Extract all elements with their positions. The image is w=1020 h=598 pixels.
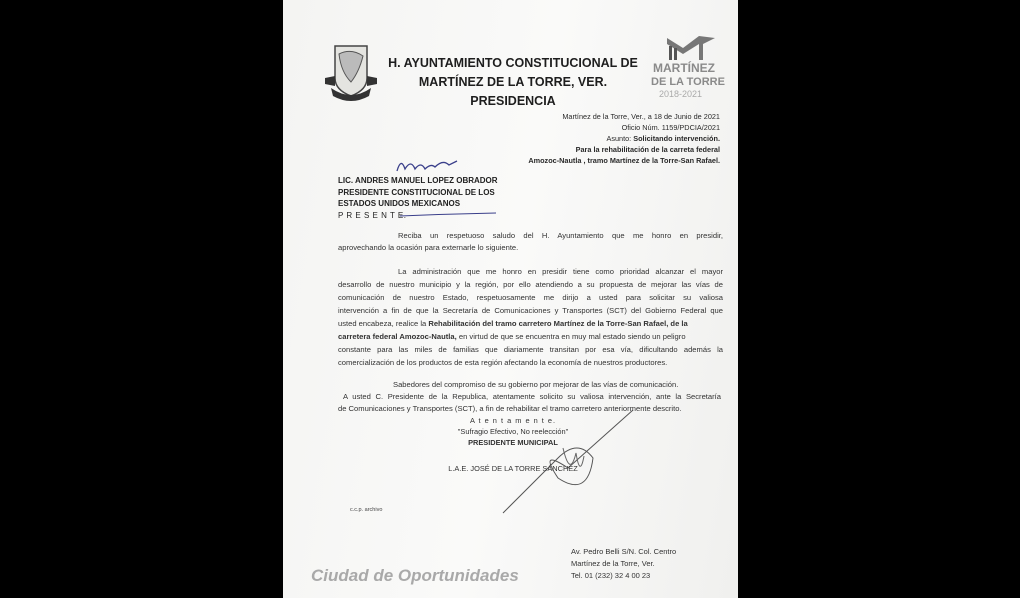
- phone: Tel. 01 (232) 32 4 00 23: [571, 571, 651, 580]
- asunto-line-2: Para la rehabilitación de la carreta federal: [575, 145, 720, 154]
- text-bold: carretera federal Amozoc-Nautla,: [338, 332, 457, 341]
- footer-slogan: Ciudad de Oportunidades: [311, 566, 519, 585]
- body-line: de Comunicaciones y Transportes (SCT), a fin de rehabilitar el tramo carretero anteriormente descrito.: [338, 404, 682, 413]
- header-line-3: PRESIDENCIA: [470, 94, 556, 108]
- body-line: A usted C. Presidente de la Republica, atentamente solicito su valiosa intervención, ante la Secretaría: [343, 392, 721, 401]
- body-line: La administración que me honro en presidir tiene como prioridad alcanzar el mayor: [398, 267, 723, 276]
- martinez-logo-icon: [663, 32, 719, 62]
- address-line: Av. Pedro Belli S/N. Col. Centro: [571, 547, 677, 556]
- asunto-value: Solicitando intervención.: [633, 134, 720, 143]
- text-bold: Rehabilitación del tramo carretero Martínez de la Torre-San Rafael, de la: [428, 319, 688, 328]
- text: usted encabeza, realice la: [338, 319, 429, 328]
- municipal-coat-of-arms-icon: [321, 42, 381, 102]
- logo-text-2: DE LA TORRE: [651, 76, 725, 88]
- recipient-name: LIC. ANDRES MANUEL LOPEZ OBRADOR: [338, 176, 498, 185]
- ccp-archivo: c.c.p. archivo: [350, 507, 383, 513]
- address-line: Martínez de la Torre, Ver.: [571, 559, 655, 568]
- recipient-country: ESTADOS UNIDOS MEXICANOS: [338, 199, 461, 208]
- body-line: comunicación de nuestro Estado, respetuosamente me dirijo a usted para solicitar su valiosa: [338, 293, 723, 302]
- body-line: constante para las miles de familias que diariamente transitan por esa vía, dificultando además la: [338, 345, 723, 354]
- received-handwriting-icon: [393, 155, 463, 177]
- closing-atentamente: A t e n t a m e n t e.: [469, 416, 557, 425]
- body-line: [338, 319, 723, 329]
- header-line-2: MARTÍNEZ DE LA TORRE, VER.: [418, 75, 608, 89]
- oficio-number: Oficio Núm. 1159/PDCIA/2021: [621, 123, 720, 132]
- underline-stroke-icon: [398, 210, 498, 220]
- signer-name: L.A.E. JOSÉ DE LA TORRE SÁNCHEZ: [448, 464, 578, 473]
- signature-icon: [498, 408, 638, 518]
- logo-text-3: 2018-2021: [659, 89, 703, 99]
- closing-title: PRESIDENTE MUNICIPAL: [468, 438, 558, 447]
- body-line: [338, 332, 723, 342]
- logo-text-1: MARTÍNEZ: [653, 61, 715, 75]
- place-date: Martínez de la Torre, Ver., a 18 de Junio de 2021: [562, 112, 720, 121]
- asunto-label: Asunto:: [606, 134, 634, 143]
- footer-address: [571, 546, 676, 582]
- body-line: comercialización de los productos de esta región afectando la economía de nuestros productores.: [338, 358, 668, 367]
- letter-page: [283, 0, 738, 598]
- body-line: intervención a fin de que la Secretaría de Comunicaciones y Transportes (SCT) del Gobierno Federal que: [338, 306, 723, 315]
- text: en virtud de que se encuentra en muy mal estado siendo un peligro: [456, 332, 686, 341]
- closing-motto: "Sufragio Efectivo, No reelección": [457, 427, 569, 436]
- body-line: Reciba un respetuoso saludo del H. Ayuntamiento que me honro en presidir,: [398, 231, 723, 240]
- body-line: desarrollo de nuestro municipio y la región, por ello atendiendo a su propuesta de mejorar las vías de: [338, 280, 723, 289]
- recipient-title: PRESIDENTE CONSTITUCIONAL DE LOS: [338, 187, 495, 197]
- presente: P R E S E N T E.: [338, 210, 407, 220]
- body-line: aprovechando la ocasión para externarle lo siguiente.: [338, 243, 519, 252]
- asunto-line-3: Amozoc-Nautla , tramo Martínez de la Torre-San Rafael.: [528, 156, 720, 165]
- header-line-1: H. AYUNTAMIENTO CONSTITUCIONAL DE: [388, 56, 638, 70]
- asunto: [606, 133, 720, 144]
- body-line: Sabedores del compromiso de su gobierno por mejorar de las vías de comunicación.: [393, 380, 679, 389]
